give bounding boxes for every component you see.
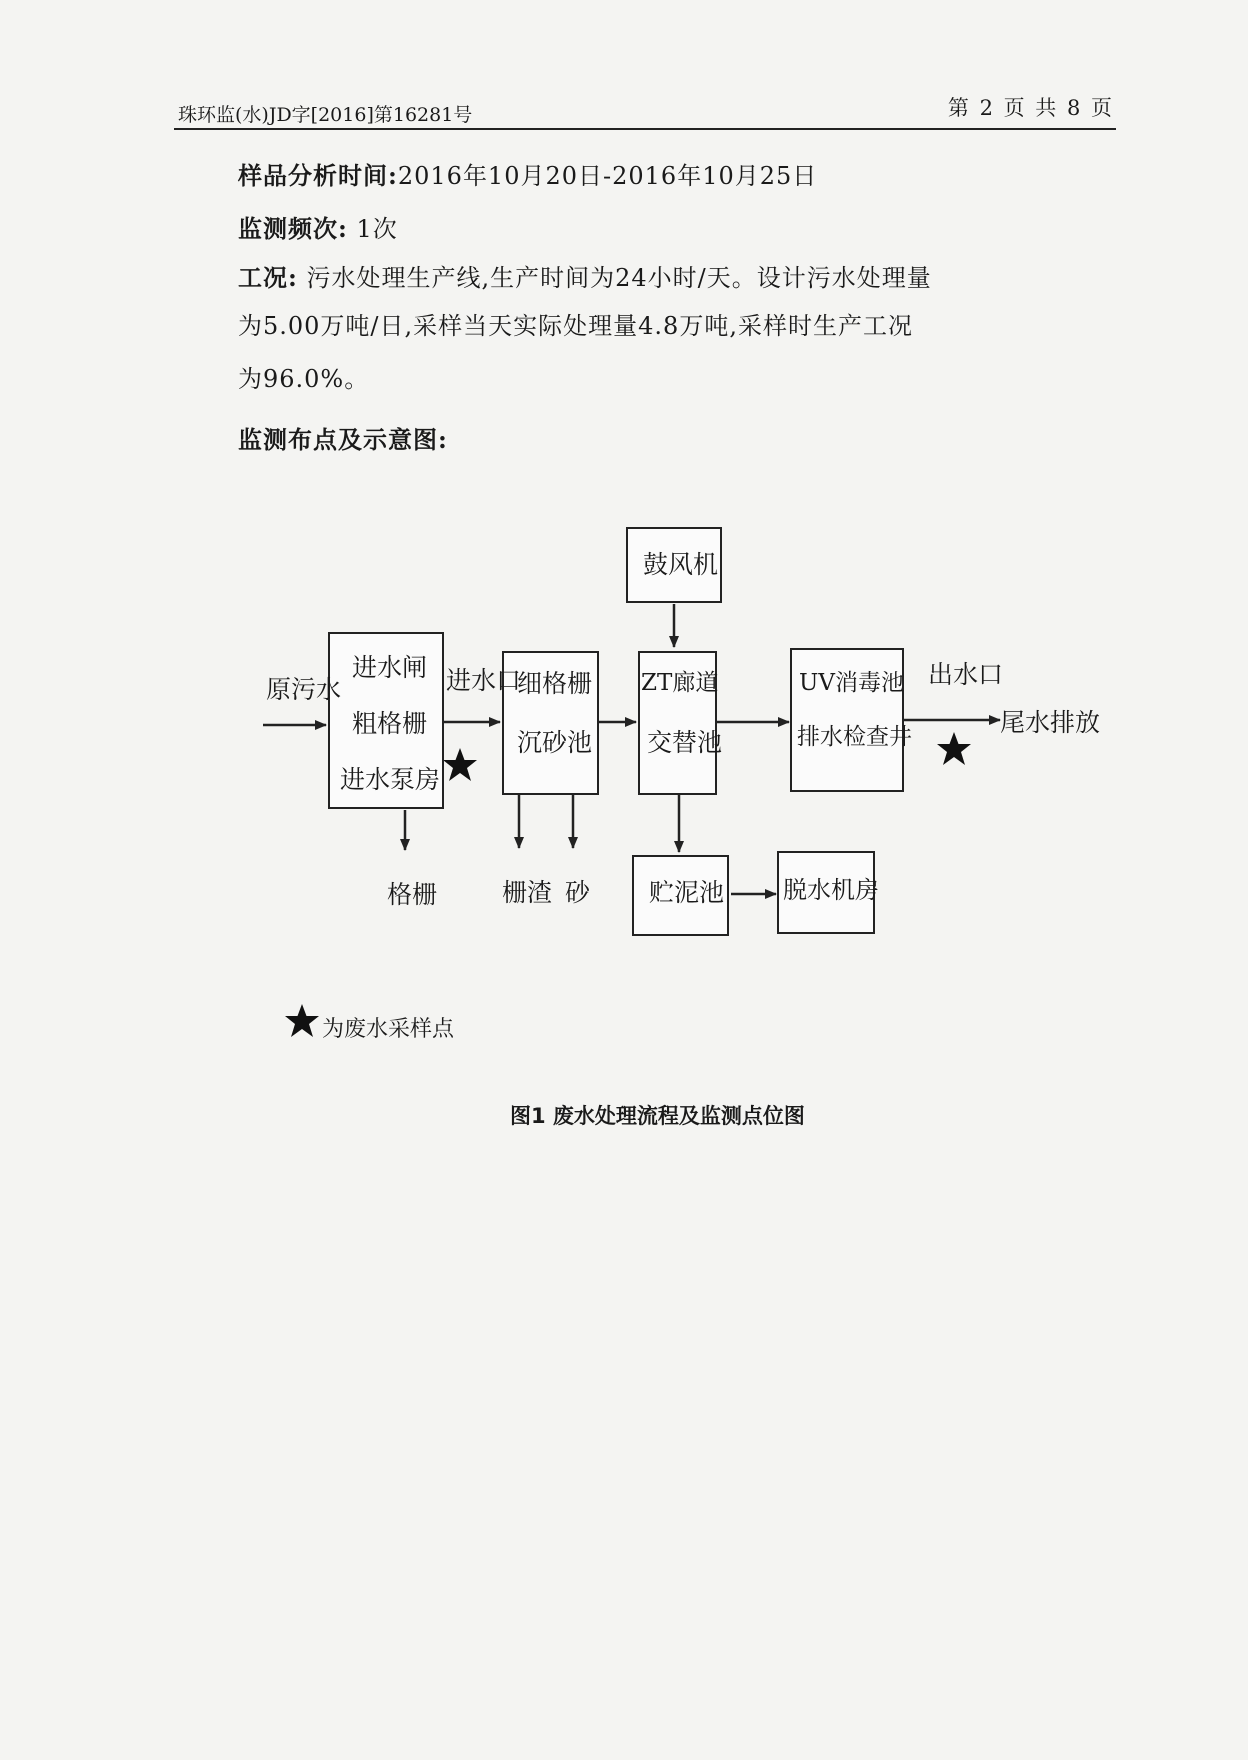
box4-line-2: 排水检查井 bbox=[797, 724, 912, 750]
sludge-tank-label: 贮泥池 bbox=[649, 878, 725, 907]
sampling-star-inlet bbox=[443, 748, 477, 781]
discharge-label: 尾水排放 bbox=[1000, 708, 1101, 737]
outlet-label: 出水口 bbox=[928, 660, 1004, 689]
box1-line-2: 粗格栅 bbox=[352, 709, 428, 738]
frequency-value: 1次 bbox=[356, 215, 398, 243]
legend-star-icon bbox=[285, 1004, 319, 1037]
blower-label: 鼓风机 bbox=[643, 550, 719, 579]
condition-label: 工况: bbox=[238, 263, 298, 292]
layout-title: 监测布点及示意图: bbox=[238, 425, 448, 454]
legend-label: 为废水采样点 bbox=[322, 1017, 455, 1042]
box1-line-3: 进水泵房 bbox=[340, 765, 441, 794]
raw-sewage-label: 原污水 bbox=[266, 675, 342, 704]
document-number: 珠环监(水)JD字[2016]第16281号 bbox=[178, 104, 473, 126]
box3-line-1: ZT廊道 bbox=[641, 670, 719, 696]
grille-label: 格栅 bbox=[387, 880, 438, 909]
box2-line-2: 沉砂池 bbox=[517, 728, 593, 757]
condition-line-3: 为96.0%。 bbox=[238, 365, 370, 393]
analysis-time-value: 2016年10月20日-2016年10月25日 bbox=[397, 162, 818, 190]
inlet-label: 进水口 bbox=[446, 666, 522, 695]
box4-line-1: UV消毒池 bbox=[799, 670, 904, 696]
figure-caption: 图1 废水处理流程及监测点位图 bbox=[510, 1104, 805, 1128]
sampling-star-outlet bbox=[937, 732, 971, 765]
dewatering-label: 脱水机房 bbox=[783, 876, 879, 904]
box2-line-1: 细格栅 bbox=[517, 669, 593, 698]
sand-label: 砂 bbox=[565, 878, 591, 907]
condition-text-1: 污水处理生产线,生产时间为24小时/天。设计污水处理量 bbox=[306, 264, 932, 292]
condition-line-2: 为5.00万吨/日,采样当天实际处理量4.8万吨,采样时生产工况 bbox=[238, 312, 913, 340]
screenings-label: 栅渣 bbox=[502, 878, 553, 907]
box1-line-1: 进水闸 bbox=[352, 653, 428, 682]
analysis-time-label: 样品分析时间: bbox=[238, 161, 398, 190]
frequency-label: 监测频次: bbox=[238, 214, 348, 243]
box3-line-2: 交替池 bbox=[647, 728, 723, 757]
page-info: 第 2 页 共 8 页 bbox=[947, 96, 1114, 120]
